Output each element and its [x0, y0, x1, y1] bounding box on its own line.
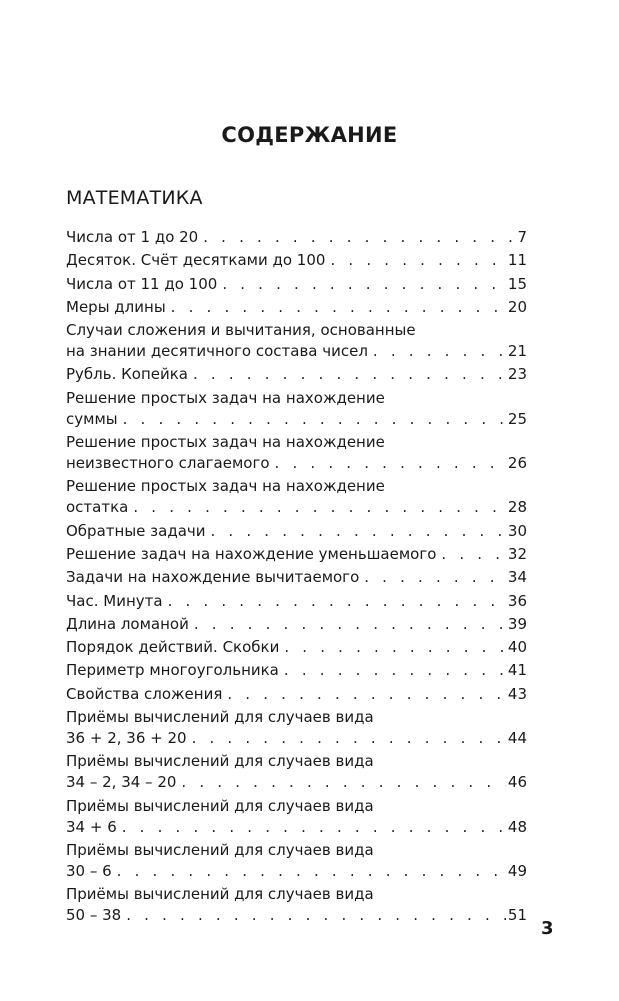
- toc-entry-row: [66, 684, 527, 705]
- dot-leader: [270, 453, 506, 474]
- toc-entry-page: 20: [507, 297, 527, 316]
- toc-entry: [66, 476, 527, 518]
- toc-entry: [66, 840, 527, 882]
- toc-entry-title-line: 36 + 2, 36 + 20: [66, 729, 187, 748]
- toc-entry-title-line: остатка: [66, 498, 129, 517]
- toc-entry-title-line: Приёмы вычислений для случаев вида: [66, 840, 374, 859]
- toc-entry-title-line: Приёмы вычислений для случаев вида: [66, 708, 374, 727]
- dot-leader: [222, 684, 506, 705]
- dot-leader: [436, 544, 506, 565]
- toc-entry-page: 26: [507, 454, 527, 473]
- toc-entry-page: 34: [507, 568, 527, 587]
- toc-entry-page: 46: [507, 773, 527, 792]
- toc-entry-page: 48: [507, 817, 527, 836]
- toc-entry-title-line: 30 – 6: [66, 861, 112, 880]
- toc-entry-row: [66, 274, 527, 295]
- toc-entry: [66, 684, 527, 705]
- toc-entry-page: 39: [507, 614, 527, 633]
- dot-leader: [198, 227, 515, 248]
- toc-entry: [66, 614, 527, 635]
- toc-entry-row: [66, 544, 527, 565]
- toc-entry-title-line: Обратные задачи: [66, 521, 206, 540]
- dot-leader: [118, 409, 506, 430]
- page-number: 3: [541, 918, 554, 939]
- toc-entry-page: 41: [507, 661, 527, 680]
- toc-entry-title-line: Случаи сложения и вычитания, основанные: [66, 321, 416, 340]
- toc-entry-title-line: 50 – 38: [66, 906, 122, 925]
- toc-entry-row: [66, 861, 527, 882]
- toc-entry-page: 49: [507, 861, 527, 880]
- toc-entry-row: [66, 567, 527, 588]
- toc-entry-row: [66, 728, 527, 749]
- toc-entry-row: [66, 409, 527, 430]
- toc-entry-title-line: Периметр многоугольника: [66, 661, 279, 680]
- toc-entry-page: 51: [507, 906, 527, 925]
- toc-entry-row: [66, 817, 527, 838]
- dot-leader: [279, 660, 506, 681]
- dot-leader: [117, 817, 506, 838]
- toc-entry-page: 28: [507, 498, 527, 517]
- toc-entry-title-line: Свойства сложения: [66, 684, 223, 703]
- toc-entry-row: [66, 660, 527, 681]
- toc-entry: [66, 707, 527, 749]
- dot-leader: [206, 521, 506, 542]
- toc-entry-page: 30: [507, 521, 527, 540]
- toc-entry-page: 21: [507, 342, 527, 361]
- toc-entry: [66, 591, 527, 612]
- toc-entry-row: [66, 772, 527, 793]
- toc-entry-title-line: Числа от 1 до 20: [66, 228, 199, 246]
- toc-entry-title-line: Длина ломаной: [66, 614, 189, 633]
- dot-leader: [128, 497, 506, 518]
- toc-entry-title-line: Решение простых задач на нахождение: [66, 388, 385, 407]
- toc-entry: [66, 567, 527, 588]
- toc-entry: [66, 297, 527, 318]
- toc-entry-title-line: неизвестного слагаемого: [66, 454, 270, 473]
- toc-entry-page: 32: [507, 544, 527, 563]
- toc-entry-page: 7: [517, 228, 527, 246]
- dot-leader: [217, 274, 506, 295]
- dot-leader: [112, 861, 506, 882]
- toc-entry-row: [66, 341, 527, 362]
- toc-entry: [66, 432, 527, 474]
- toc-entry-title-line: Решение простых задач на нахождение: [66, 477, 385, 496]
- dot-leader: [325, 250, 505, 271]
- toc-entry: [66, 751, 527, 793]
- toc-entry-title-line: Решение задач на нахождение уменьшаемого: [66, 544, 437, 563]
- toc-entry-title-line: 34 – 2, 34 – 20: [66, 773, 177, 792]
- toc-entry-title-line: Решение простых задач на нахождение: [66, 433, 385, 452]
- toc-entry: [66, 364, 527, 385]
- toc-entry-row: [66, 614, 527, 635]
- dot-leader: [187, 728, 506, 749]
- toc-entry-row: [66, 905, 527, 926]
- dot-leader: [166, 297, 506, 318]
- dot-leader: [163, 591, 506, 612]
- toc-entry-row: [66, 297, 527, 318]
- toc-entry-page: 23: [507, 365, 527, 384]
- toc-entry: [66, 227, 527, 248]
- toc-entry-title-line: Меры длины: [66, 297, 166, 316]
- toc-entry: [66, 796, 527, 838]
- dot-leader: [279, 637, 506, 658]
- toc-entry-page: 25: [507, 409, 527, 428]
- dot-leader: [176, 772, 505, 793]
- toc-entry: [66, 637, 527, 658]
- dot-leader: [188, 364, 506, 385]
- dot-leader: [121, 905, 506, 926]
- toc-entry-row: [66, 227, 527, 248]
- toc-entry-title-line: Рубль. Копейка: [66, 365, 188, 384]
- toc-entry: [66, 274, 527, 295]
- toc-entry-row: [66, 453, 527, 474]
- toc-entry-page: 15: [507, 274, 527, 293]
- toc-entry: [66, 660, 527, 681]
- toc-entry: [66, 320, 527, 362]
- dot-leader: [368, 341, 506, 362]
- toc-entry-page: 40: [507, 638, 527, 657]
- toc-entry-page: 36: [507, 591, 527, 610]
- toc-entry-title-line: 34 + 6: [66, 817, 117, 836]
- toc-entry-row: [66, 637, 527, 658]
- toc-entry-title-line: Числа от 11 до 100: [66, 274, 218, 293]
- toc-entry-page: 11: [507, 251, 527, 270]
- toc-entry-page: 43: [507, 684, 527, 703]
- toc-entry-title-line: Приёмы вычислений для случаев вида: [66, 752, 374, 771]
- toc-entry-title-line: Задачи на нахождение вычитаемого: [66, 568, 360, 587]
- toc-entry-title-line: Порядок действий. Скобки: [66, 638, 280, 657]
- toc-entry: [66, 388, 527, 430]
- toc-entry-title-line: на знании десятичного состава чисел: [66, 342, 368, 361]
- table-of-contents: [66, 227, 527, 929]
- toc-entry-row: [66, 250, 527, 271]
- toc-entry-title-line: Час. Минута: [66, 591, 163, 610]
- toc-entry-row: [66, 591, 527, 612]
- toc-entry-title-line: Приёмы вычислений для случаев вида: [66, 796, 374, 815]
- toc-entry: [66, 521, 527, 542]
- toc-entry-row: [66, 521, 527, 542]
- toc-entry-page: 44: [507, 729, 527, 748]
- toc-entry-title-line: суммы: [66, 409, 118, 428]
- toc-entry-title-line: Десяток. Счёт десятками до 100: [66, 251, 326, 270]
- section-heading: МАТЕМАТИКА: [66, 187, 203, 209]
- dot-leader: [359, 567, 506, 588]
- toc-entry-row: [66, 497, 527, 518]
- dot-leader: [189, 614, 506, 635]
- toc-entry-title-line: Приёмы вычислений для случаев вида: [66, 885, 374, 904]
- toc-entry: [66, 884, 527, 926]
- toc-entry-row: [66, 364, 527, 385]
- toc-entry: [66, 544, 527, 565]
- toc-entry: [66, 250, 527, 271]
- page-title: СОДЕРЖАНИЕ: [221, 123, 398, 147]
